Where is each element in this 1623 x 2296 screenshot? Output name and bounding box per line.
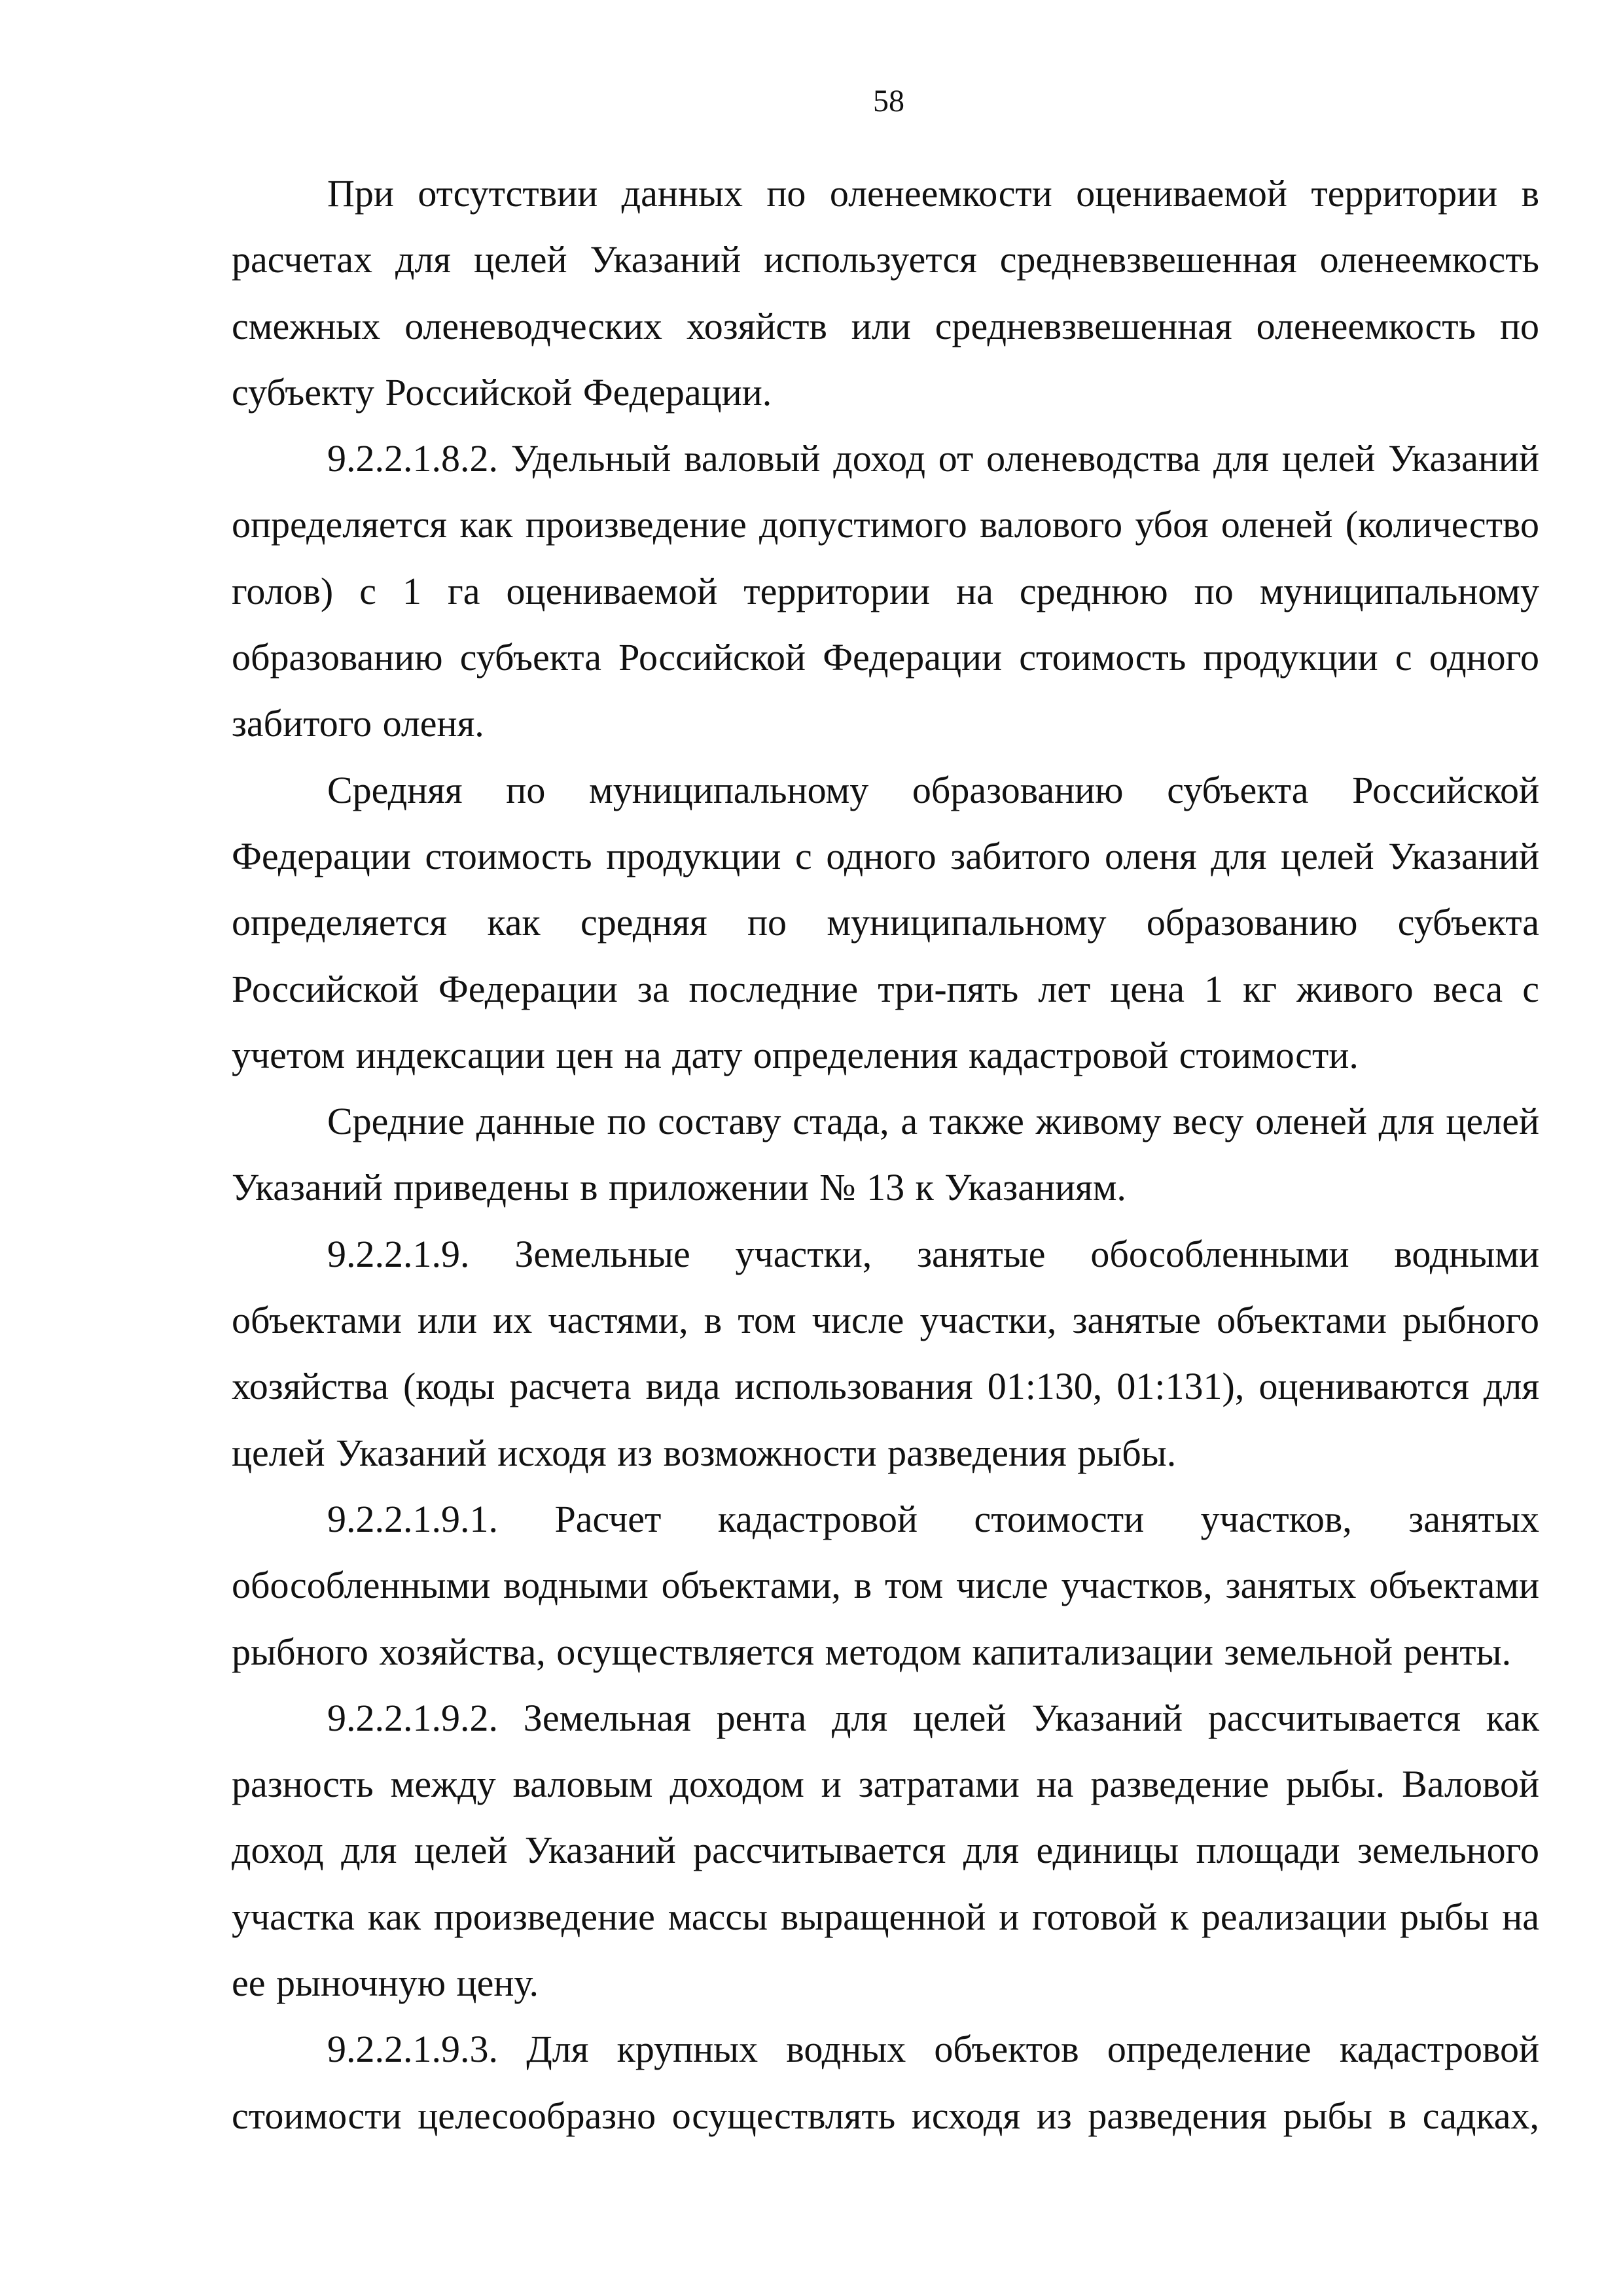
- paragraph-9-2-2-1-9: 9.2.2.1.9. Земельные участки, занятые обособленными водными объектами или их частями, в том числе участки, занятые объектами рыбного хозяйства (коды расчета вида использования 01:130, 01:131), оцениваются для целей Указаний исходя из возможности разведения рыбы.: [232, 1232, 1539, 1474]
- paragraph-average-product-cost: Средняя по муниципальному образованию субъекта Российской Федерации стоимость продукции с одного забитого оленя для целей Указаний определяется как средняя по муниципальному образованию субъекта Российской Федерации за последние три-пять лет цена 1 кг живого веса с учетом индексации цен на дату определения кадастровой стоимости.: [232, 768, 1539, 1076]
- paragraph-reindeer-capacity-missing: При отсутствии данных по оленеемкости оцениваемой территории в расчетах для целей Указаний используется средневзвешенная оленеемкость смежных оленеводческих хозяйств или средневзвешенная оленеемкость по субъекту Российской Федерации.: [232, 172, 1539, 414]
- document-body: [232, 160, 1539, 2149]
- paragraph-9-2-2-1-9-1: 9.2.2.1.9.1. Расчет кадастровой стоимости участков, занятых обособленными водными объектами, в том числе участков, занятых объектами рыбного хозяйства, осуществляется методом капитализации земельной ренты.: [232, 1497, 1539, 1673]
- page-number: 58: [873, 84, 904, 118]
- paragraph-herd-composition: Средние данные по составу стада, а также живому весу оленей для целей Указаний приведены в приложении № 13 к Указаниям.: [232, 1100, 1539, 1209]
- paragraph-9-2-2-1-8-2: 9.2.2.1.8.2. Удельный валовый доход от оленеводства для целей Указаний определяется как произведение допустимого валового убоя оленей (количество голов) с 1 га оцениваемой территории на среднюю по муниципальному образованию субъекта Российской Федерации стоимость продукции с одного забитого оленя.: [232, 437, 1539, 745]
- paragraph-9-2-2-1-9-2: 9.2.2.1.9.2. Земельная рента для целей Указаний рассчитывается как разность между валовым доходом и затратами на разведение рыбы. Валовой доход для целей Указаний рассчитывается для единицы площади земельного участка как произведение массы выращенной и готовой к реализации рыбы на ее рыночную цену.: [232, 1696, 1539, 2005]
- paragraph-9-2-2-1-9-3: 9.2.2.1.9.3. Для крупных водных объектов определение кадастровой стоимости целесообразно осуществлять исходя из разведения рыбы в садках,: [232, 2028, 1539, 2137]
